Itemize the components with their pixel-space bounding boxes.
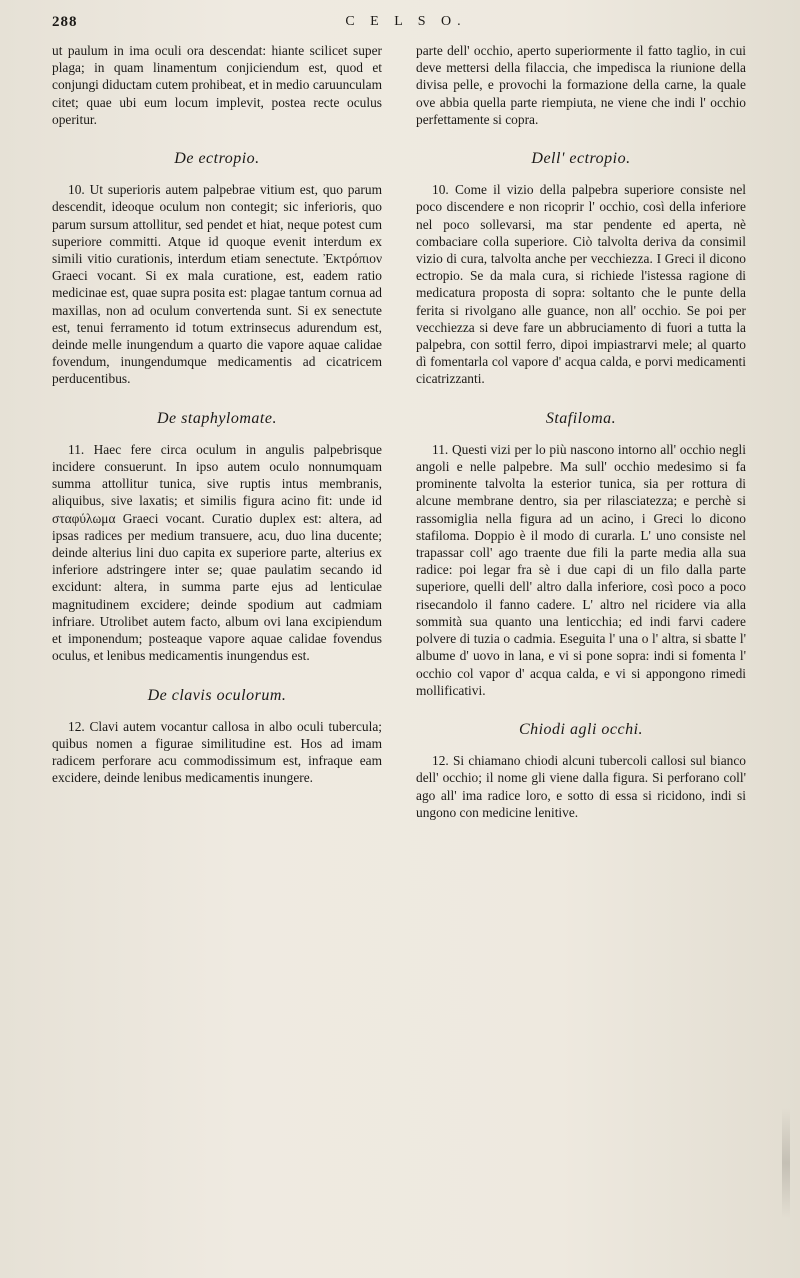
page-number: 288	[52, 14, 78, 30]
page-header	[52, 14, 760, 40]
latin-heading-staphyloma: De staphylomate.	[157, 409, 277, 427]
italian-intro-paragraph: parte dell' occhio, aperto superiormente il fatto taglio, in cui deve mettersi della filaccia, che impedisca la riunione della divisa pelle, e provochi la formazione della carne, la quale ove abbia quella parte riempiuta, ne viene che indi l' occhio perfettamente si copra.	[416, 43, 746, 127]
page-edge-shadow	[782, 1108, 790, 1218]
latin-paragraph-staphyloma: 11. Haec fere circa oculum in angulis palpebrisque incidere consuerunt. In ipso autem oculo nonnumquam summa attollitur tunica, sive ruptis intus membranis, aliquibus, sive laxatis; et similis figura acino fit: unde id σταφύλωμα Graeci vocant. Curatio duplex est: altera, ad ipsas radices per medium transuere, acu, duo lina ducente; deinde alterius lini duo capita ex superiore parte, alterius ex inferiore adstringere inter se; quae paulatim secando id excidunt: altera, in summa parte ejus ad lenticulae magnitudinem excidere; deinde spodium aut cadmiam infriare. Utrolibet autem facto, album ovi lana excipiendum et imponendum; posteaque vapore aquae calidae fovendus oculus, et lenibus medicamentis inungendus est.	[52, 441, 382, 664]
italian-heading-stafiloma: Stafiloma.	[545, 409, 617, 427]
latin-intro-paragraph: ut paulum in ima oculi ora descendat: hiante scilicet super plaga; in quam linamentum conjiciendum est, quod et conjungi diductam cutem prohibeat, et in medio caruunculam citet; quae ubi eum locum implevit, postea recte oculus operitur.	[52, 43, 382, 127]
latin-heading-clavi: De clavis oculorum.	[147, 686, 287, 704]
italian-column	[416, 42, 746, 821]
italian-heading-ectropio: Dell' ectropio.	[531, 150, 631, 168]
italian-paragraph-ectropio: 10. Come il vizio della palpebra superiore consiste nel poco discendere e non ricoprir l' occhio, così della inferiore nel poco sollevarsi, ma star pendente ed aperta, nè combaciare colla superiore. Ciò talvolta deriva da consimil vizio di cura, talvolta anche per vecchiezza. I Greci il dicono ectropio. Se da mala cura, si richiede l'istessa ragione di medicatura proposta di sopra: soltanto che le punte della ferita si rivolgano alle guance, non all' occhio. Se poi per vecchiezza si deve fare un abbruciamento di fuori a tutta la palpebra, con sottil ferro, dipoi impiastrarvi mele; al quarto dì fomentarla col vapore d' acqua calda, e porvi medicamenti cicatrizzanti.	[416, 182, 746, 387]
latin-column	[52, 42, 382, 787]
latin-heading-ectropion: De ectropio.	[174, 150, 260, 168]
italian-paragraph-chiodi: 12. Si chiamano chiodi alcuni tubercoli callosi sul bianco dell' occhio; il nome gli viene dalla figura. Si perforano coll' ago all' ima radice loro, e sotto di essa si ricidono, indi si ungono con medicine lenitive.	[416, 753, 746, 820]
italian-paragraph-stafiloma: 11. Questi vizi per lo più nascono intorno all' occhio negli angoli e nelle palpebre. Ma sull' occhio medesimo si fa prominente talvolta la esterior tunica, sia per rottura di alcune membrane dentro, sia per rilasciatezza; e perchè si rassomiglia nella figura ad un acino, i Greci lo dicono stafiloma. Doppio è il modo di curarla. L' uno consiste nel trapassar coll' ago traente due fili la parte media alla sua radice: poi legar fra sè i due capi di un filo dalla parte superiore, quelli dell' altro dalla inferiore, così poco a poco risecandolo il fanno cadere. L' altro nel ricidere via alla sommità sua quanto una lenticchia; ed indi farvi cadere polvere di tuzia o cadmia. Eseguita l' una o l' altra, si sbatte l' albume d' uovo in lana, e vi si pone sopra: indi si fomenta l' occhio col vapor d' acqua calda, e vi si appongono rimedi mollificativi.	[416, 441, 746, 698]
latin-paragraph-ectropion: 10. Ut superioris autem palpebrae vitium est, quo parum descendit, ideoque oculum non contegit; sic inferioris, quo parum sursum attollitur, sed pendet et hiat, neque potest cum superiore committi. Atque id quoque evenit interdum ex simili vitio curationis, interdum etiam senectute. Ἐκτρόπιον Graeci vocant. Si ex mala curatione, est, eadem ratio medicinae est, quae supra posita est: plagae tantum cornua ad maxillas, non ad oculum convertenda sunt. Si ex senectute est, tenui ferramento id totum extrinsecus adurendum est, deinde melle inungendum a quarto die vapore aquae calidae fovendum, inungendumque medicamentis ad cicatricem perducentibus.	[52, 182, 382, 387]
latin-paragraph-clavi: 12. Clavi autem vocantur callosa in albo oculi tubercula; quibus nomen a figurae similitudine est. Hos ad imam radicem perforare acu commodissimum est, infraque eam excidere, deinde lenibus medicamentis inungere.	[52, 718, 382, 786]
italian-heading-chiodi: Chiodi agli occhi.	[518, 720, 644, 738]
running-title: C E L S O.	[345, 14, 467, 29]
